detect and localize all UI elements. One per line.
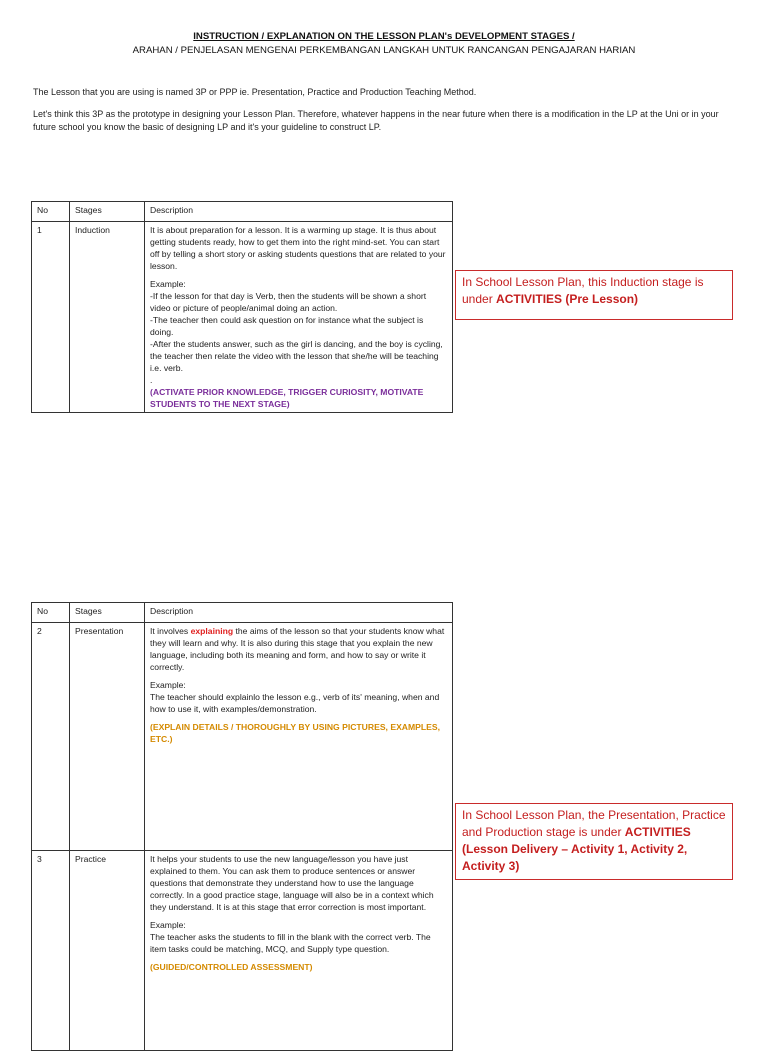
example-line: -If the lesson for that day is Verb, then the students will be shown a short video or picture of people/animal doing an action. <box>150 291 427 313</box>
table-row <box>32 623 453 851</box>
row-description <box>145 851 453 1051</box>
example-dot: . <box>150 375 153 385</box>
row-description <box>145 623 453 851</box>
example-label: Example: <box>150 920 186 930</box>
stage-goal-highlight: (ACTIVATE PRIOR KNOWLEDGE, TRIGGER CURIOSITY, MOTIVATE STUDENTS TO THE NEXT STAGE) <box>150 387 424 409</box>
row-number: 1 <box>32 222 70 413</box>
example-line: -After the students answer, such as the girl is dancing, and the boy is cycling, the teacher then relate the video with the lesson that she/he will be teaching i.e. verb. <box>150 339 443 373</box>
description-part: the aims of the lesson so that your students know what they will learn and why. It is also during this stage that you explain the new language, including both its meaning and form, and how to say or write it correctly. <box>150 626 445 672</box>
page-subtitle: ARAHAN / PENJELASAN MENGENAI PERKEMBANGAN LANGKAH UNTUK RANCANGAN PENGAJARAN HARIAN <box>132 45 636 56</box>
table-row <box>32 222 453 413</box>
callout-text: In School Lesson Plan, the Presentation, Practice and Production stage is under <box>462 808 726 839</box>
example-line: The teacher asks the students to fill in the blank with the correct verb. The item tasks could be matching, MCQ, and Supply type question. <box>150 932 431 954</box>
header-stages: Stages <box>70 202 145 222</box>
ppp-table <box>31 602 453 1051</box>
intro-paragraph-1: The Lesson that you are using is named 3P or PPP ie. Presentation, Practice and Production Teaching Method. <box>33 87 477 97</box>
description-text: It is about preparation for a lesson. It is a warming up stage. It is thus about getting students ready, how to get them into the right mind-set. You can start off by telling a short story or asking students questions that are related to your lesson. <box>150 225 446 271</box>
induction-callout <box>455 270 733 320</box>
ppp-callout <box>455 803 733 880</box>
callout-bold: ACTIVITIES (Lesson Delivery – Activity 1, Activity 2, Activity 3) <box>462 825 691 873</box>
callout-text: In School Lesson Plan, this Induction stage is under <box>462 275 704 306</box>
induction-table <box>31 201 453 413</box>
table-header-row <box>32 202 453 222</box>
description-text <box>150 625 447 673</box>
row-description <box>145 222 453 413</box>
header-stages: Stages <box>70 603 145 623</box>
example-label: Example: <box>150 680 186 690</box>
example-line: -The teacher then could ask question on for instance what the subject is doing. <box>150 315 424 337</box>
description-text: It helps your students to use the new language/lesson you have just explained to them. You can ask them to produce sentences or answer questions that demonstrate they understand how to use the language correctly. In a good practice stage, language will also be in a context which they understand. It is at this stage that error correction is most important. <box>150 854 434 912</box>
row-stage: Presentation <box>70 623 145 851</box>
row-number: 2 <box>32 623 70 851</box>
description-part: It involves <box>150 626 191 636</box>
callout-bold: ACTIVITIES (Pre Lesson) <box>496 292 639 306</box>
header-no: No <box>32 603 70 623</box>
table-header-row <box>32 603 453 623</box>
table-row <box>32 851 453 1051</box>
header-no: No <box>32 202 70 222</box>
intro-paragraph-2: Let's think this 3P as the prototype in designing your Lesson Plan. Therefore, whatever happens in the near future when there is a modification in the LP at the Uni or in your future school you know the basic of designing LP and it's your guideline to construct LP. <box>33 109 719 132</box>
stage-goal-highlight: (GUIDED/CONTROLLED ASSESSMENT) <box>150 962 313 972</box>
row-number: 3 <box>32 851 70 1051</box>
header-description: Description <box>145 202 453 222</box>
description-emphasis: explaining <box>190 626 234 636</box>
example-label: Example: <box>150 279 186 289</box>
header-description: Description <box>145 603 453 623</box>
row-stage: Induction <box>70 222 145 413</box>
stage-goal-highlight: (EXPLAIN DETAILS / THOROUGHLY BY USING PICTURES, EXAMPLES, ETC.) <box>150 722 440 744</box>
example-line: The teacher should explainlo the lesson e.g., verb of its' meaning, when and how to use it, with examples/demonstration. <box>150 692 440 714</box>
page-title: INSTRUCTION / EXPLANATION ON THE LESSON PLAN's DEVELOPMENT STAGES / <box>193 31 575 42</box>
row-stage: Practice <box>70 851 145 1051</box>
